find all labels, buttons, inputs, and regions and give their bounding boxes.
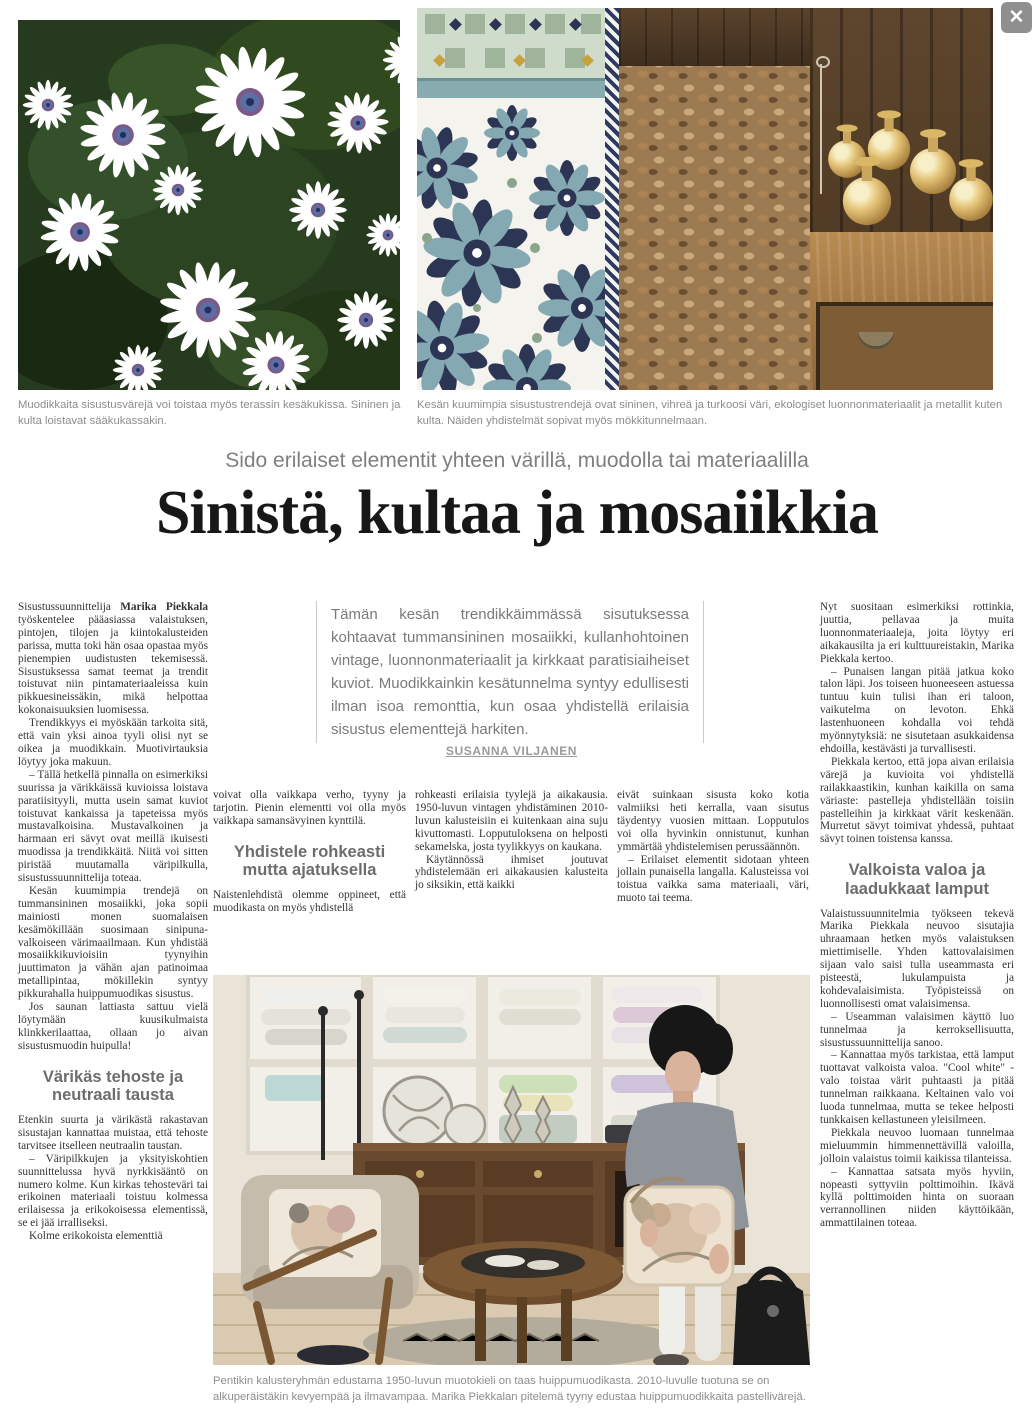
column-5 [820,601,1014,1230]
paragraph: – Väripilkkujen ja yksityiskohtien suunnittelussa hyvä nyrkkisääntö on numero kolme. Kun kirkas tehosteväri tai erikoinen materiaali toistuu kolmessa erilaisessa ja erikokoisessa elementissä, se ei jää irralliseksi. [18,1152,208,1230]
paragraph: Valaistussuunnitelmia työkseen tekevä Marika Piekkala neuvoo sisutajia uhraamaan hetken myös valaistuksen miettimiselle. Yhden kattovalaisimen sijaan valo saisi tulla useammasta eri pisteestä, lukulampuista ja kohdevalaisimista. Työpisteissä on luonnollisesti omat valaisimensa. [820,907,1014,1010]
paragraph: – Punaisen langan pitää jatkua koko talon läpi. Jos toiseen huoneeseen astuessa tuntuu kuin tulisi ihan eri taloon, vaikutelma on levoton. Ehkä lastenhuoneen kohdalla voi tehdä myönnytyksiä: ne sisutetaan asukkaidensa ehdoilla, kestävästi ja turvallisesti. [820,665,1014,755]
intro-paragraph: Tämän kesän trendikkäimmässä sisutuksessa kohtaavat tummansininen mosaiikki, kullanhohtoinen vintage, luonnonmateriaalit ja kirkkaat paratisiaiheiset kuviot. Muodikkainkin kesätunnelma syntyy edullisesti ilman isoa remonttia, kun osaa yhdistellä erilaisia sisustus elementtejä harkiten. [316,601,704,743]
person-name: Marika Piekkala [120,601,208,613]
paragraph: – Kannattaa satsata myös hyviin, nopeasti syttyviin polttimoihin. Ikävä kyllä polttimoiden hinta on suoraan verrannollinen niiden käyttöikään, ammattilainen toteaa. [820,1165,1014,1230]
paragraph: rohkeasti erilaisia tyylejä ja aikakausia. 1950-luvun vintagen yhdistäminen 2010-luvun kalusteisiin ei kuitenkaan aina suju kivuttomasti. Lopputuloksena on helposti sekamelska, josta tyylikkyys on kaukana. [415,789,608,853]
interview-scene-illustration [213,975,810,1365]
paragraph: Piekkala neuvoo luomaan tunnelmaa mieluummin himmennettävillä valoilla, jolloin valaistus toimii kaikissa tilanteissa. [820,1126,1014,1165]
paragraph: Piekkala kertoo, että jopa aivan erilaisia värejä ja kuvioita voi yhdistellä railakkaastikin, kunhan kaikilla on sama väriaste: pastelleja yhdistellään toisiin pastelleihin ja kirkkaat värit keskenään. Murretut sävyt toimivat yhdessä, puhtaat sävyt toinen toistensa kanssa. [820,755,1014,846]
paragraph: – Useamman valaisimen käyttö luo tunnelmaa ja kerroksellisuutta, sisustussuunnittelija sanoo. [820,1010,1014,1049]
paragraph: Jos saunan lattiasta sattuu vielä löytymään kuusikulmaista klinkkerilaattaa, ollaan jo aivan sisustusmuodin huipulla! [18,1001,208,1052]
caption-top-left: Muodikkaita sisustusvärejä voi toistaa myös terassin kesäkukissa. Sininen ja kulta loistavat sääkukassakin. [18,399,401,427]
photo-marika-piekkala-interview [213,975,810,1365]
gold-bottle [843,177,891,225]
byline: SUSANNA VILJANEN [445,744,578,758]
candle-wick-holder [820,64,822,194]
column-1 [18,601,208,1243]
paragraph: – Kannattaa myös tarkistaa, että lamput tuottavat valkoista valoa. "Cool white" -valo toistaa värit puhtaasti ja pitää tunnelman raikkaana. Keltainen valo voi luoda tunnelmaa, mutta se tekee helposti tunkkaisen kellastuneen yleisilmeen. [820,1049,1014,1126]
caption-main-photo: Pentikin kalusteryhmän edustama 1950-luvun muotokieli on taas huippumuodikasta. 2010-luvulle tuotuna se on alkuperäistäkin kevyempää ja ilmavampaa. Marika Piekkalan pitelemä tyyny edustaa huippumuodikkaita pastellivärejä. [213,1375,806,1403]
headline: Sinistä, kultaa ja mosaiikkia [155,479,879,547]
mosaic-border-strip [605,8,619,390]
daisies-illustration [18,20,400,390]
paragraph [18,601,208,717]
close-button[interactable]: ✕ [1001,2,1032,33]
wood-shelf-band [619,8,810,66]
paragraph: Käytännössä ihmiset joutuvat yhdistelemään eri aikakausien kalusteita jo siksikin, että kaikki [415,853,608,892]
column-3 [415,789,608,892]
paragraph-text: Sisustussuunnittelija [18,601,121,613]
kicker: Sido erilaiset elementit yhteen värillä, muodolla tai materiaalilla [225,449,809,472]
wooden-dresser [810,232,993,390]
drawer-handle [858,332,894,349]
subheading-varikas-tehoste: Värikäs tehoste ja neutraali tausta [42,1067,184,1105]
paragraph: voivat olla vaikkapa verho, tyyny ja tarjotin. Pienin elementti voi olla myös vaikkapa samansävyinen kynttilä. [213,789,406,827]
paragraph: eivät suinkaan sisusta koko kotia valmiiksi heti kerralla, vaan sisutus täydentyy vuosien mittaan. Lopputulos voi olla hyvinkin onnistunut, kunhan ymmärtää yhdistelemisen perussäännön. [617,789,809,853]
paragraph: Kesän kuumimpia trendejä on tummansininen mosaiikki, joka sopii mainiosti monen suomalaisen kesämökillään suosimaan sinipuna-valkoiseen värimaailmaan. Kun yhdistää mosaiikkikuvioisiin tyynyihin juuttimaton ja vähän ajan patinoimaa metallipintaa, mökillekin syntyy pikkurahalla huippumuodikas sisustus. [18,884,208,1001]
gold-bottle [949,177,993,221]
subheading-yhdistele-rohkeasti: Yhdistele rohkeasti mutta ajatuksella [233,842,386,880]
paragraph: Kolme erikokoista elementtiä [29,1230,163,1243]
dresser-drawer [816,302,993,390]
gold-bottles-scene [810,8,993,390]
mosaic-tiles-illustration [417,8,605,390]
paragraph-text: työskentelee pääasiassa valaistuksen, pintojen, tilojen ja kiintokalusteiden parissa, mutta toki hän osaa opastaa myös pienempien uudistusten tekemisessä. Sisustuksessa samat teemat ja trendit toistuvat niin pintamateriaaleissa kuin pikkuesineissäkin, mikä helpottaa kokonaisuuksien luomisessa. [18,613,208,717]
subheading-valkoista-valoa: Valkoista valoa ja laadukkaat lamput [845,861,989,898]
column-4 [617,789,809,905]
paragraph: Nyt suositaan esimerkiksi rottinkia, juuttia, pellavaa ja muita luonnonmateriaaleja, joita löytyy eri aikakausilta ja eri kulttuureistakin, Marika Piekkala kertoo. [820,601,1014,665]
caption-top-right: Kesän kuumimpia sisustustrendejä ovat sininen, vihreä ja turkoosi väri, ekologiset luonnonmateriaalit ja metallit kuten kulta. Näiden yhdistelmät sopivat myös mökkitunnelmaan. [417,399,1003,427]
paragraph: – Erilaiset elementit sidotaan yhteen jollain punaisella langalla. Kalusteissa voi toistua vaikka sama materiaali, väri, muoto tai teema. [617,853,809,905]
paragraph: Naistenlehdistä olemme oppineet, että muodikasta on myös yhdistellä [213,889,406,914]
paragraph: – Tällä hetkellä pinnalla on esimerkiksi suurissa ja värikkäissä kuvioissa loistava paratiisityyli, mutta usein samat kuviot toistuvat kankaissa ja tapeteissa myös mustavalkoisina. Mustavalkoinen ja harmaan eri sävyt ovat meillä ikuisesti muodissa ja trendikkäitä. Niitä voi sitten piristää muutamalla väripilkulla, sisustussuunnittelija toteaa. [18,768,208,885]
photo-summer-daisies [18,20,400,390]
jute-rope-texture [619,8,810,390]
paragraph: Trendikkyys ei myöskään tarkoita sitä, että vain yksi ainoa tyyli olisi nyt se oikea ja muodikkain. Muotivirtauksia löytyy joka makuun. [18,717,208,768]
column-2 [213,789,406,915]
photo-trend-collage [417,8,993,390]
paragraph: Etenkin suurta ja värikästä rakastavan sisustajan kannattaa muistaa, että tehoste tarvitsee itselleen neutraalin taustan. [18,1114,208,1152]
